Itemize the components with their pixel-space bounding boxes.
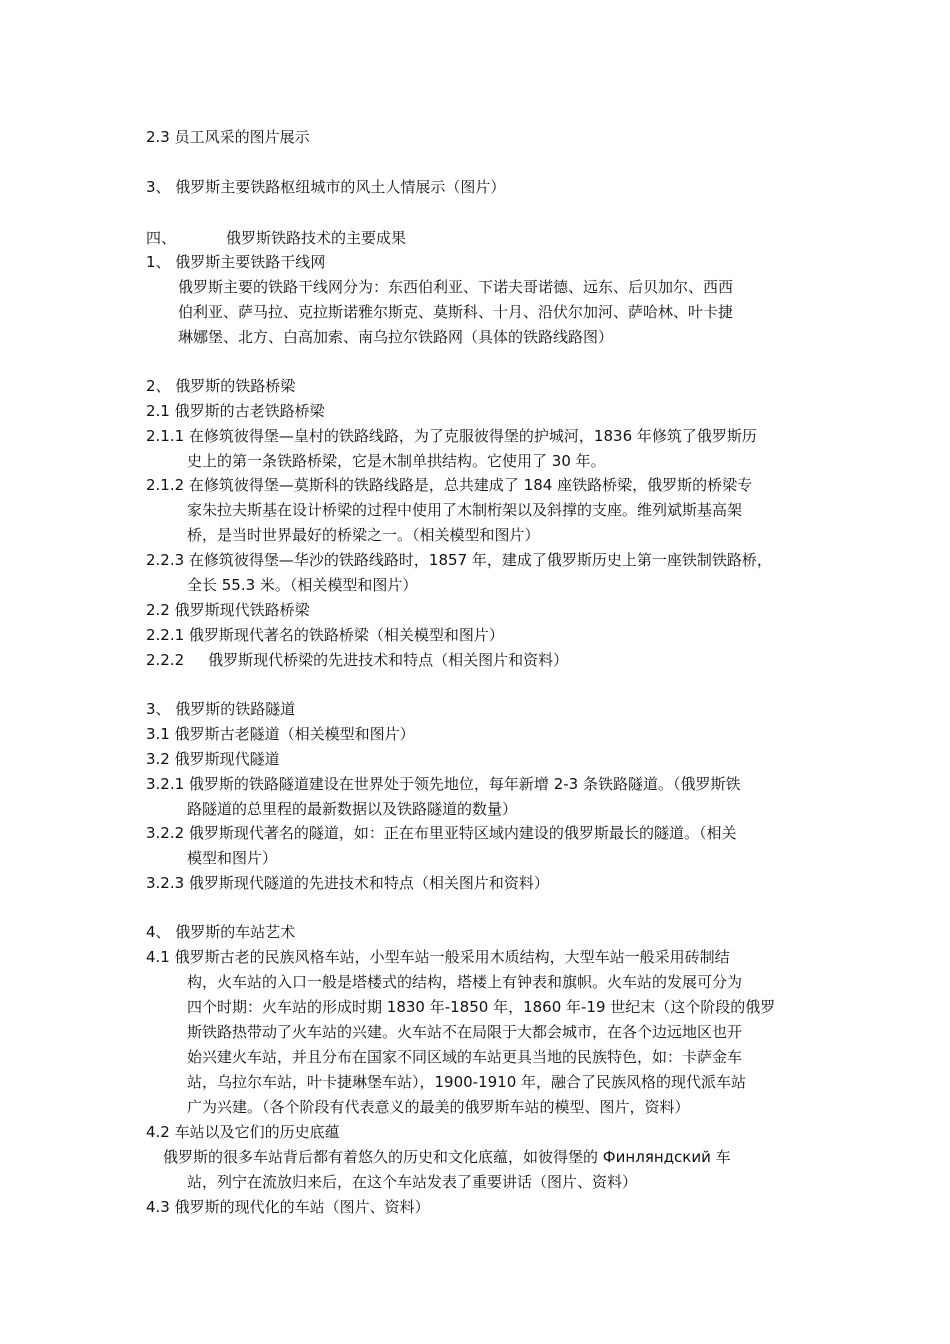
item-text: 俄罗斯现代桥梁的先进技术和特点（相关图片和资料） (208, 651, 569, 669)
paragraph-line: 家朱拉夫斯基在设计桥梁的过程中使用了木制桁架以及斜撑的支座。维列斌斯基高架 (187, 501, 743, 519)
paragraph-line: 琳娜堡、北方、白高加索、南乌拉尔铁路网（具体的铁路线路图） (178, 328, 614, 346)
paragraph-line: 始兴建火车站，并且分布在国家不同区域的车站更具当地的民族特色，如：卡萨金车 (187, 1048, 743, 1066)
paragraph-line: 2.1.2 在修筑彼得堡—莫斯科的铁路线路是，总共建成了 184 座铁路桥梁，俄罗斯的桥梁专 (146, 476, 753, 494)
section-3-tunnels-heading: 3、 俄罗斯的铁路隧道 (146, 700, 296, 718)
section-2-3-heading: 2.3 员工风采的图片展示 (146, 128, 310, 146)
paragraph-line: 站，列宁在流放归来后，在这个车站发表了重要讲话（图片、资料） (187, 1173, 638, 1191)
paragraph-line: 3.2.2 俄罗斯现代著名的隧道，如：正在布里亚特区域内建设的俄罗斯最长的隧道。（相关 (146, 824, 737, 842)
section-4-heading: 4、 俄罗斯的车站艺术 (146, 923, 296, 941)
subsection-heading: 4.2 车站以及它们的历史底蕴 (146, 1123, 340, 1141)
paragraph-line: 四个时期：火车站的形成时期 1830 年-1850 年，1860 年-19 世纪末（这个阶段的俄罗 (187, 998, 776, 1016)
paragraph-line: 伯利亚、萨马拉、克拉斯诺雅尔斯克、莫斯科、十月、沿伏尔加河、萨哈林、叶卡捷 (178, 303, 734, 321)
paragraph-line: 2.2.1 俄罗斯现代著名的铁路桥梁（相关模型和图片） (146, 626, 504, 644)
subsection-heading: 3.1 俄罗斯古老隧道（相关模型和图片） (146, 725, 415, 743)
section-3-heading: 3、 俄罗斯主要铁路枢纽城市的风土人情展示（图片） (146, 178, 506, 196)
paragraph-line: 史上的第一条铁路桥梁，它是木制单拱结构。它使用了 30 年。 (187, 452, 606, 470)
chapter-title: 俄罗斯铁路技术的主要成果 (226, 229, 407, 247)
chapter-4-heading (146, 227, 406, 249)
paragraph-line: 斯铁路热带动了火车站的兴建。火车站不在局限于大都会城市，在各个边远地区也开 (187, 1023, 743, 1041)
paragraph-line: 桥，是当时世界最好的桥梁之一。（相关模型和图片） (187, 526, 540, 544)
paragraph-line: 4.1 俄罗斯古老的民族风格车站，小型车站一般采用木质结构，大型车站一般采用砖制结 (146, 948, 730, 966)
paragraph-line: 2.1.1 在修筑彼得堡—皇村的铁路线路，为了克服彼得堡的护城河，1836 年修筑了俄罗斯历 (146, 427, 757, 445)
chapter-number: 四、 (146, 229, 177, 247)
paragraph-line: 2.2.3 在修筑彼得堡—华沙的铁路线路时，1857 年，建成了俄罗斯历史上第一座铁制铁路桥， (146, 551, 772, 569)
subsection-heading: 2.2 俄罗斯现代铁路桥梁 (146, 601, 310, 619)
section-1-heading: 1、 俄罗斯主要铁路干线网 (146, 253, 326, 271)
paragraph-line: 站，乌拉尔车站，叶卡捷琳堡车站），1900-1910 年，融合了民族风格的现代派车站 (187, 1073, 747, 1091)
paragraph-line (146, 649, 568, 671)
paragraph-line: 全长 55.3 米。（相关模型和图片） (187, 576, 418, 594)
item-number: 2.2.2 (146, 651, 185, 669)
paragraph-line: 模型和图片） (187, 849, 278, 867)
paragraph-line: 构，火车站的入口一般是塔楼式的结构，塔楼上有钟表和旗帜。火车站的发展可分为 (187, 973, 743, 991)
section-2-heading: 2、 俄罗斯的铁路桥梁 (146, 377, 296, 395)
paragraph-line: 俄罗斯主要的铁路干线网分为：东西伯利亚、下诺夫哥诺德、远东、后贝加尔、西西 (178, 278, 734, 296)
subsection-heading: 2.1 俄罗斯的古老铁路桥梁 (146, 402, 325, 420)
paragraph-line: 广为兴建。（各个阶段有代表意义的最美的俄罗斯车站的模型、图片，资料） (187, 1098, 690, 1116)
paragraph-line: 俄罗斯的很多车站背后都有着悠久的历史和文化底蕴，如彼得堡的 Финляндский 车 (163, 1148, 731, 1166)
paragraph-line: 3.2.3 俄罗斯现代隧道的先进技术和特点（相关图片和资料） (146, 874, 549, 892)
subsection-heading: 3.2 俄罗斯现代隧道 (146, 750, 280, 768)
paragraph-line: 路隧道的总里程的最新数据以及铁路隧道的数量） (187, 800, 518, 818)
subsection-heading: 4.3 俄罗斯的现代化的车站（图片、资料） (146, 1198, 430, 1216)
paragraph-line: 3.2.1 俄罗斯的铁路隧道建设在世界处于领先地位，每年新增 2-3 条铁路隧道。（俄罗斯铁 (146, 775, 741, 793)
